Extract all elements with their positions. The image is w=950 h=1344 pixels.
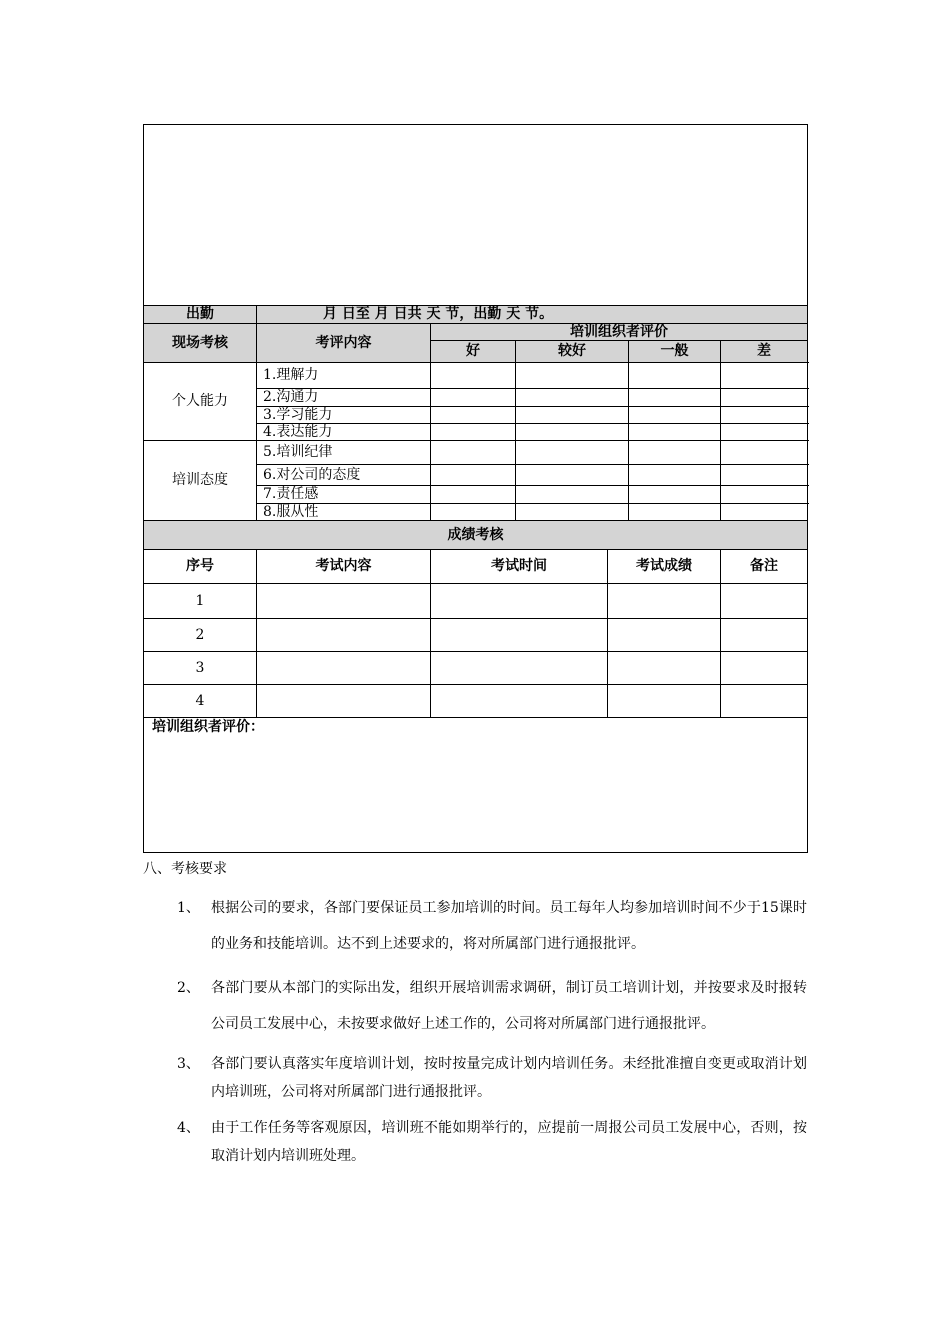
score-row-number: 2 bbox=[144, 619, 257, 652]
eval-item: 4.表达能力 bbox=[257, 424, 431, 441]
group-name: 个人能力 bbox=[144, 363, 257, 441]
evaluator-header: 培训组织者评价 bbox=[431, 324, 808, 341]
requirement-number: 1、 bbox=[177, 900, 200, 916]
onsite-label: 现场考核 bbox=[144, 324, 257, 363]
requirement-number: 4、 bbox=[177, 1120, 200, 1136]
attendance-label: 出勤 bbox=[144, 306, 257, 324]
eval-item: 3.学习能力 bbox=[257, 407, 431, 424]
eval-item: 1.理解力 bbox=[257, 363, 431, 389]
scores-title: 成绩考核 bbox=[144, 521, 808, 550]
score-row-number: 1 bbox=[144, 584, 257, 619]
eval-item: 5.培训纪律 bbox=[257, 441, 431, 465]
score-row-number: 3 bbox=[144, 652, 257, 685]
attendance-text: 月 日至 月 日共 天 节，出勤 天 节。 bbox=[257, 306, 808, 324]
requirement-number: 3、 bbox=[177, 1056, 200, 1072]
requirement-text: 根据公司的要求，各部门要保证员工参加培训的时间。员工每年人均参加培训时间不少于15课时的业务和技能培训。达不到上述要求的，将对所属部门进行通报批评。 bbox=[211, 900, 807, 952]
requirement-item bbox=[143, 970, 807, 1042]
requirements-section bbox=[143, 858, 807, 1178]
requirement-item bbox=[143, 1114, 807, 1170]
requirement-text: 各部门要从本部门的实际出发，组织开展培训需求调研，制订员工培训计划，并按要求及时报转公司员工发展中心，未按要求做好上述工作的，公司将对所属部门进行通报批评。 bbox=[211, 980, 807, 1032]
requirement-item bbox=[143, 890, 807, 962]
group-name: 培训态度 bbox=[144, 441, 257, 521]
section-title: 八、考核要求 bbox=[143, 861, 227, 877]
score-header-content: 考试内容 bbox=[257, 550, 431, 584]
eval-item: 2.沟通力 bbox=[257, 389, 431, 407]
requirement-text: 由于工作任务等客观原因，培训班不能如期举行的，应提前一周报公司员工发展中心，否则，按取消计划内培训班处理。 bbox=[211, 1120, 807, 1164]
rating-average: 一般 bbox=[629, 341, 721, 363]
score-header-time: 考试时间 bbox=[431, 550, 608, 584]
score-header-no: 序号 bbox=[144, 550, 257, 584]
rating-good: 好 bbox=[431, 341, 516, 363]
requirement-text: 各部门要认真落实年度培训计划，按时按量完成计划内培训任务。未经批准擅自变更或取消计划内培训班，公司将对所属部门进行通报批评。 bbox=[211, 1056, 807, 1100]
organizer-comment-label: 培训组织者评价： bbox=[152, 719, 264, 735]
score-row-number: 4 bbox=[144, 685, 257, 718]
score-header-remark: 备注 bbox=[721, 550, 808, 584]
score-header-score: 考试成绩 bbox=[608, 550, 721, 584]
requirement-number: 2、 bbox=[177, 980, 200, 996]
eval-item: 8.服从性 bbox=[257, 504, 431, 521]
rating-fairly-good: 较好 bbox=[516, 341, 629, 363]
rating-poor: 差 bbox=[721, 341, 808, 363]
eval-item: 7.责任感 bbox=[257, 486, 431, 504]
training-evaluation-table bbox=[143, 124, 808, 853]
requirement-item bbox=[143, 1050, 807, 1106]
eval-item: 6.对公司的态度 bbox=[257, 465, 431, 486]
content-header: 考评内容 bbox=[257, 324, 431, 363]
blank-area bbox=[144, 125, 808, 306]
